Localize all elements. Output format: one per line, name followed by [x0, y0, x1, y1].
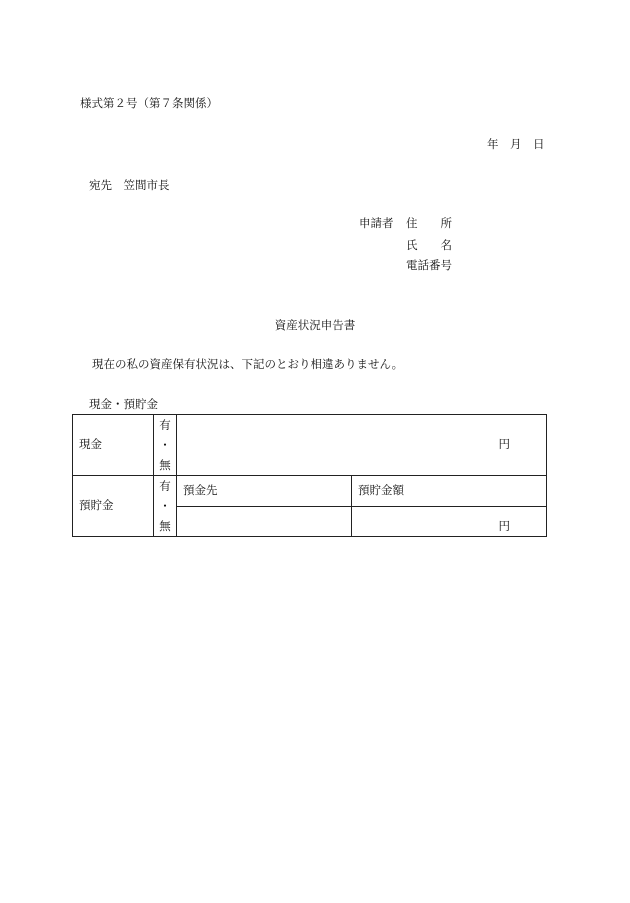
savings-yes: 有: [159, 479, 171, 493]
deposit-place-cell: [177, 506, 352, 537]
name-label: 氏 名: [406, 238, 452, 252]
cash-yes-no: [154, 415, 177, 476]
savings-dot: ・: [159, 499, 171, 513]
addressee: 宛先 笠間市長: [89, 178, 170, 192]
phone-label: 電話番号: [406, 258, 452, 272]
savings-yen-unit: 円: [498, 518, 510, 533]
date-line: 年 月 日: [487, 137, 545, 151]
cash-no: 無: [159, 458, 171, 472]
section-heading: 現金・預貯金: [89, 397, 158, 411]
deposit-amount-header: 預貯金額: [352, 476, 547, 507]
form-number: 様式第２号（第７条関係）: [80, 96, 218, 110]
cash-yes: 有: [159, 418, 171, 432]
applicant-label: 申請者: [359, 216, 394, 230]
savings-row: [73, 476, 547, 507]
cash-dot: ・: [159, 438, 171, 452]
cash-label: 現金: [73, 415, 154, 476]
cash-amount-cell: [177, 415, 547, 476]
address-label: 住 所: [406, 216, 452, 230]
savings-yes-no: [154, 476, 177, 537]
cash-yen-unit: 円: [498, 437, 510, 452]
deposit-amount-cell: [352, 506, 547, 537]
savings-label: 預貯金: [73, 476, 154, 537]
cash-row: [73, 415, 547, 476]
deposit-place-header: 預金先: [177, 476, 352, 507]
savings-no: 無: [159, 519, 171, 533]
declaration-statement: 現在の私の資産保有状況は、下記のとおり相違ありません。: [92, 357, 404, 371]
document-title: 資産状況申告書: [274, 318, 356, 332]
assets-table: [72, 414, 547, 537]
